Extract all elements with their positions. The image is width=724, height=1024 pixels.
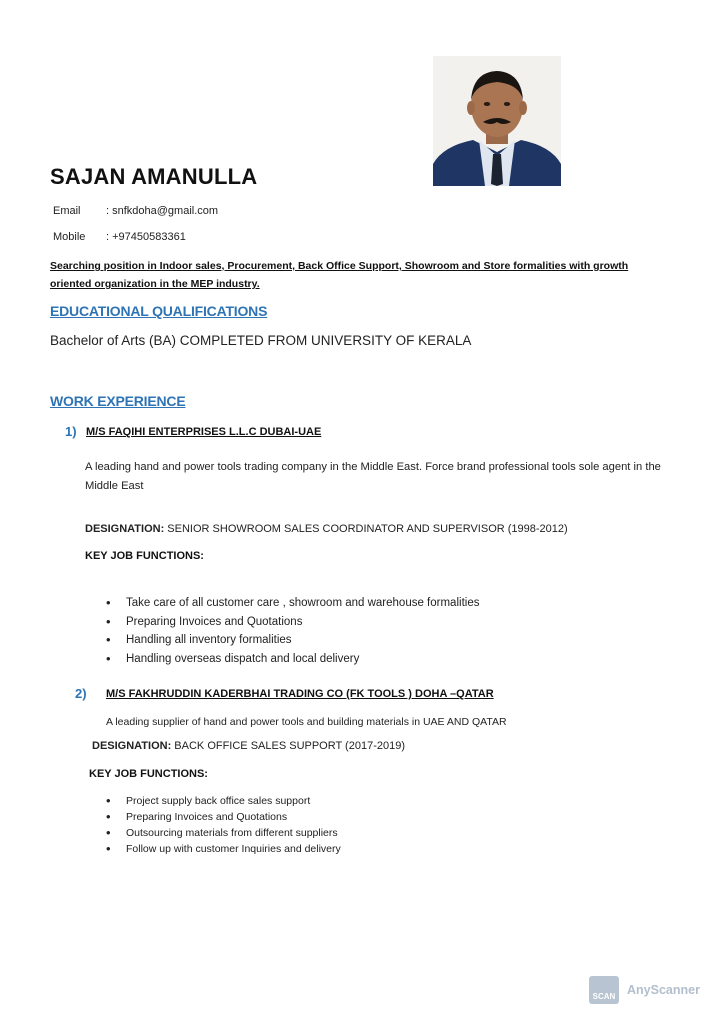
education-entry: Bachelor of Arts (BA) COMPLETED FROM UNIVERSITY OF KERALA bbox=[50, 333, 472, 348]
job-description: A leading hand and power tools trading company in the Middle East. Force brand professional tools sole agent in the Middle East bbox=[85, 461, 661, 492]
job-company: M/S FAQIHI ENTERPRISES L.L.C DUBAI-UAE bbox=[86, 426, 322, 438]
list-item: • Handling overseas dispatch and local delivery bbox=[106, 650, 479, 669]
key-functions-heading: KEY JOB FUNCTIONS: bbox=[85, 550, 204, 562]
candidate-name: SAJAN AMANULLA bbox=[50, 164, 258, 189]
career-objective: Searching position in Indoor sales, Procurement, Back Office Support, Showroom and Store formalities with growth oriented organization in the MEP industry. bbox=[50, 260, 629, 290]
list-item: • Outsourcing materials from different suppliers bbox=[106, 825, 341, 841]
list-item: • Handling all inventory formalities bbox=[106, 631, 479, 650]
list-item: • Preparing Invoices and Quotations bbox=[106, 809, 341, 825]
portrait-image bbox=[433, 56, 561, 186]
job-company: M/S FAKHRUDDIN KADERBHAI TRADING CO (FK TOOLS ) DOHA –QATAR bbox=[106, 688, 494, 700]
designation-value: SENIOR SHOWROOM SALES COORDINATOR AND SUPERVISOR (1998-2012) bbox=[164, 523, 568, 535]
designation-label: DESIGNATION: bbox=[92, 740, 172, 752]
job-designation bbox=[92, 740, 405, 752]
mobile-value: : +97450583361 bbox=[106, 231, 186, 243]
work-experience-heading: WORK EXPERIENCE bbox=[50, 393, 186, 409]
list-item: • Follow up with customer Inquiries and delivery bbox=[106, 841, 341, 857]
scanner-logo-icon: SCAN bbox=[589, 976, 619, 1004]
job-designation bbox=[85, 523, 568, 535]
job-description: A leading supplier of hand and power tools and building materials in UAE AND QATAR bbox=[106, 716, 507, 728]
email-value: : snfkdoha@gmail.com bbox=[106, 205, 219, 217]
job-functions-list bbox=[106, 594, 479, 669]
job-number: 2) bbox=[75, 686, 87, 701]
education-heading: EDUCATIONAL QUALIFICATIONS bbox=[50, 303, 268, 319]
job-number: 1) bbox=[65, 424, 77, 439]
designation-label: DESIGNATION: bbox=[85, 523, 165, 535]
list-item: • Project supply back office sales support bbox=[106, 793, 341, 809]
profile-photo bbox=[433, 56, 561, 186]
mobile-label: Mobile bbox=[53, 231, 86, 243]
watermark-text: AnyScanner bbox=[627, 983, 700, 997]
list-item: • Take care of all customer care , showroom and warehouse formalities bbox=[106, 594, 479, 613]
scanner-watermark bbox=[589, 976, 700, 1004]
key-functions-heading: KEY JOB FUNCTIONS: bbox=[89, 768, 208, 780]
email-label: Email bbox=[53, 205, 81, 217]
list-item: • Preparing Invoices and Quotations bbox=[106, 613, 479, 632]
job-functions-list bbox=[106, 793, 341, 857]
designation-value: BACK OFFICE SALES SUPPORT (2017-2019) bbox=[171, 740, 405, 752]
